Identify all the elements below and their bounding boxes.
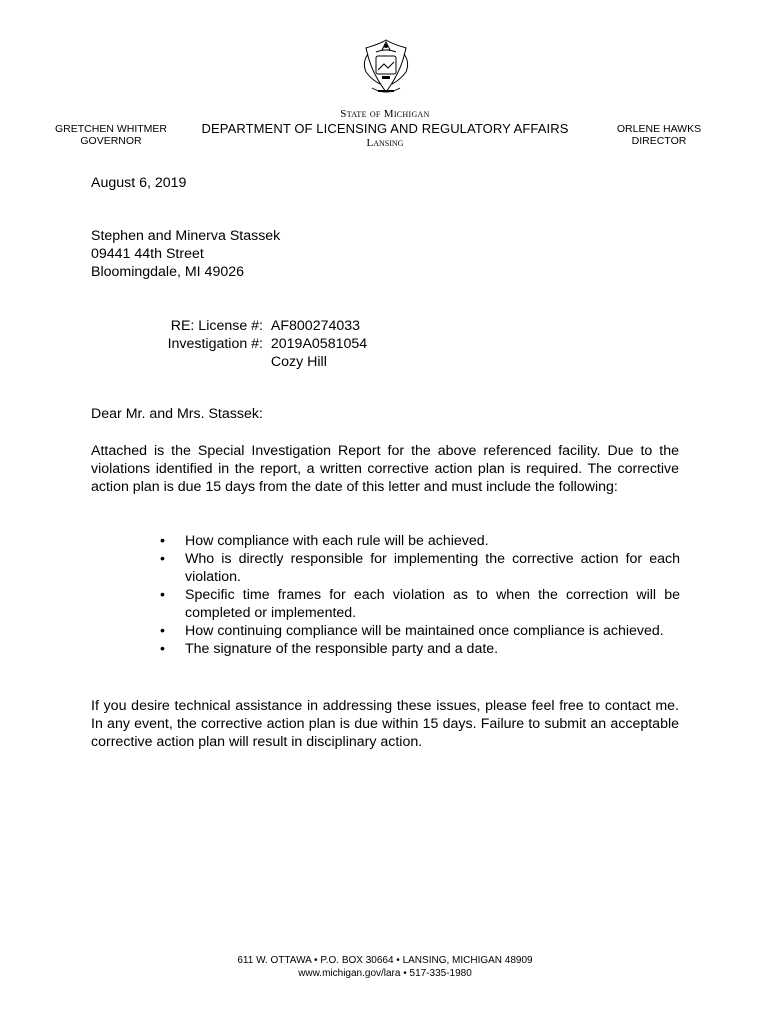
letterhead <box>190 108 580 149</box>
salutation: Dear Mr. and Mrs. Stassek: <box>91 406 263 422</box>
list-item: • How compliance with each rule will be achieved. <box>160 532 680 550</box>
director-title: DIRECTOR <box>631 135 687 147</box>
reference-block <box>140 317 367 371</box>
footer-address: 611 W. OTTAWA • P.O. BOX 30664 • LANSING, MICHIGAN 48909 <box>237 955 533 966</box>
michigan-seal-icon <box>358 36 414 98</box>
state-name: State of Michigan <box>340 108 430 120</box>
list-item: • How continuing compliance will be maintained once compliance is achieved. <box>160 622 680 640</box>
paragraph-intro: Attached is the Special Investigation Report for the above referenced facility. Due to the violations identified in the report, a written corrective action plan is required. The corrective action plan is due 15 days from the date of this letter and must include the following: <box>91 443 679 495</box>
recipient-street: 09441 44th Street <box>91 246 204 262</box>
list-item: • The signature of the responsible party and a date. <box>160 640 680 658</box>
recipient-name: Stephen and Minerva Stassek <box>91 228 281 244</box>
letter-date: August 6, 2019 <box>91 175 187 191</box>
footer-contact: www.michigan.gov/lara • 517-335-1980 <box>298 967 472 979</box>
recipient-address <box>91 227 280 281</box>
paragraph-closing: If you desire technical assistance in addressing these issues, please feel free to contact me. In any event, the corrective action plan is due within 15 days. Failure to submit an acceptable corrective action plan will result in disciplinary action. <box>91 698 679 750</box>
license-label: RE: License #: <box>170 318 263 334</box>
director-block <box>600 123 718 147</box>
investigation-value: 2019A0581054 <box>270 336 368 352</box>
list-item: • Specific time frames for each violation as to when the correction will be completed or implemented. <box>160 586 680 622</box>
investigation-label: Investigation #: <box>167 336 263 352</box>
governor-title: GOVERNOR <box>80 135 142 147</box>
list-item: • Who is directly responsible for implementing the corrective action for each violation. <box>160 550 680 586</box>
facility-name: Cozy Hill <box>270 354 327 370</box>
license-value: AF800274033 <box>270 318 361 334</box>
department-name: DEPARTMENT OF LICENSING AND REGULATORY AFFAIRS <box>201 121 569 136</box>
governor-name: GRETCHEN WHITMER <box>55 123 167 135</box>
director-name: ORLENE HAWKS <box>616 123 702 135</box>
city-name: Lansing <box>366 137 404 149</box>
footer <box>0 955 770 980</box>
governor-block <box>52 123 170 147</box>
requirements-list <box>160 532 680 658</box>
recipient-city: Bloomingdale, MI 49026 <box>91 264 245 280</box>
